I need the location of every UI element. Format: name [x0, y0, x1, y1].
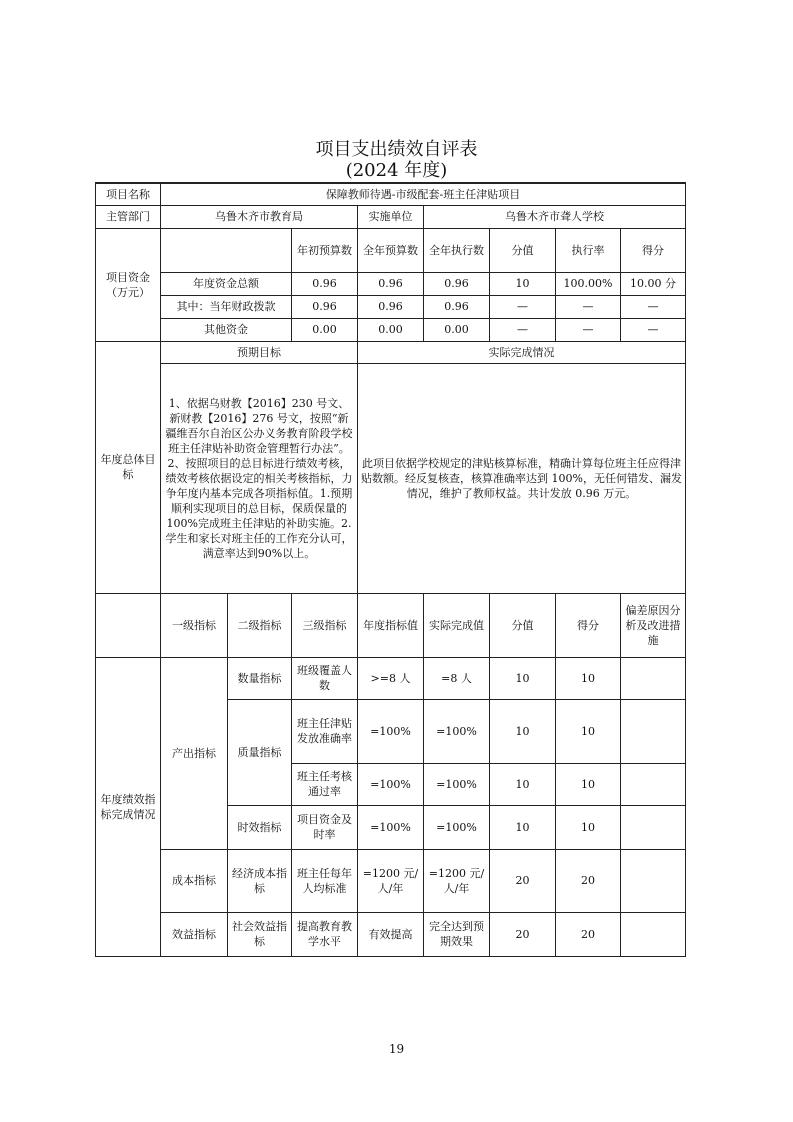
- funds-row: [96, 318, 686, 341]
- indicators-blank-cell: [96, 593, 161, 657]
- funds-cell: 0.00: [358, 318, 424, 341]
- actual-cell: =8 人: [424, 657, 490, 699]
- project-name-value: 保障教师待遇-市级配套-班主任津贴项目: [161, 183, 686, 205]
- funds-cell: 0.96: [292, 272, 358, 295]
- level2-cell: 质量指标: [228, 699, 292, 805]
- level3-cell: 项目资金及时率: [292, 805, 358, 849]
- level2-cell: 数量指标: [228, 657, 292, 699]
- indicator-col-header: 年度指标值: [358, 593, 424, 657]
- funds-label: 项目资金（万元）: [96, 228, 161, 341]
- level3-cell: 班主任考核通过率: [292, 763, 358, 805]
- funds-row: [96, 272, 686, 295]
- funds-row-label: 其他资金: [161, 318, 292, 341]
- score-cell: 10: [556, 657, 621, 699]
- dept-value: 乌鲁木齐市教育局: [161, 205, 358, 228]
- level3-cell: 提高教育教学水平: [292, 912, 358, 956]
- funds-cell: —: [490, 318, 556, 341]
- actual-header: 实际完成情况: [358, 341, 686, 363]
- funds-col-header: 年初预算数: [292, 228, 358, 272]
- note-cell: [621, 763, 686, 805]
- indicator-col-header: 实际完成值: [424, 593, 490, 657]
- score-max-cell: 10: [490, 699, 556, 763]
- funds-row-label: 年度资金总额: [161, 272, 292, 295]
- level3-cell: 班主任津贴发放准确率: [292, 699, 358, 763]
- actual-cell: =100%: [424, 699, 490, 763]
- unit-value: 乌鲁木齐市聋人学校: [424, 205, 686, 228]
- dept-label: 主管部门: [96, 205, 161, 228]
- indicators-label: 年度绩效指标完成情况: [96, 657, 161, 956]
- target-cell: =100%: [358, 699, 424, 763]
- funds-row-label: 其中：当年财政拨款: [161, 295, 292, 318]
- indicator-row: [96, 657, 686, 699]
- score-cell: 10: [556, 805, 621, 849]
- indicator-col-header: 得分: [556, 593, 621, 657]
- funds-cell: 0.96: [424, 295, 490, 318]
- score-cell: 20: [556, 912, 621, 956]
- funds-cell: —: [556, 318, 621, 341]
- note-cell: [621, 849, 686, 912]
- funds-cell: 0.96: [358, 295, 424, 318]
- level2-cell: 时效指标: [228, 805, 292, 849]
- funds-cell: 0.00: [424, 318, 490, 341]
- funds-col-header: 分值: [490, 228, 556, 272]
- goals-label: 年度总体目标: [96, 341, 161, 593]
- indicator-col-header: 分值: [490, 593, 556, 657]
- funds-cell: —: [490, 295, 556, 318]
- level3-cell: 班级覆盖人数: [292, 657, 358, 699]
- actual-result-text: 此项目依据学校规定的津贴核算标准，精确计算每位班主任应得津贴数额。经反复核查，核算准确率达到 100%，无任何错发、漏发情况，维护了教师权益。共计发放 0.96 万元。: [358, 363, 686, 593]
- indicator-col-header: 二级指标: [228, 593, 292, 657]
- level2-cell: 经济成本指标: [228, 849, 292, 912]
- funds-cell: 10.00 分: [621, 272, 686, 295]
- funds-cell: 0.96: [424, 272, 490, 295]
- funds-cell: 0.00: [292, 318, 358, 341]
- performance-table: [95, 182, 686, 957]
- funds-col-header: 全年执行数: [424, 228, 490, 272]
- page-subtitle: (2024 年度): [345, 160, 448, 181]
- funds-cell: —: [556, 295, 621, 318]
- score-max-cell: 20: [490, 912, 556, 956]
- funds-col-header: 全年预算数: [358, 228, 424, 272]
- level3-cell: 班主任每年人均标准: [292, 849, 358, 912]
- score-cell: 10: [556, 763, 621, 805]
- level1-cost: 成本指标: [161, 849, 228, 912]
- page-title: 项目支出绩效自评表: [315, 139, 478, 160]
- note-cell: [621, 657, 686, 699]
- level1-output: 产出指标: [161, 657, 228, 849]
- indicator-row: [96, 849, 686, 912]
- target-cell: =1200 元/人/年: [358, 849, 424, 912]
- score-max-cell: 10: [490, 805, 556, 849]
- actual-cell: =100%: [424, 805, 490, 849]
- target-cell: >=8 人: [358, 657, 424, 699]
- actual-cell: 完全达到预期效果: [424, 912, 490, 956]
- level2-cell: 社会效益指标: [228, 912, 292, 956]
- level1-benefit: 效益指标: [161, 912, 228, 956]
- page-number: 19: [388, 1042, 405, 1056]
- funds-col-header: 得分: [621, 228, 686, 272]
- target-cell: =100%: [358, 763, 424, 805]
- indicator-col-header: 三级指标: [292, 593, 358, 657]
- note-cell: [621, 912, 686, 956]
- funds-col-header: 执行率: [556, 228, 621, 272]
- expected-goal-text: 1、依据乌财教【2016】230 号文、新财教【2016】276 号文，按照“新疆维吾尔自治区公办义务教育阶段学校班主任津贴补助资金管理暂行办法”。2、按照项目的总目标进行绩效考核，绩效考核依据设定的相关考核指标，力争年度内基本完成各项指标值。1.预期顺利实现项目的总目标，保质保量的100%完成班主任津贴的补助实施。2.学生和家长对班主任的工作充分认可，满意率达到90%以上。: [161, 363, 358, 593]
- funds-cell: 10: [490, 272, 556, 295]
- funds-cell: —: [621, 318, 686, 341]
- score-max-cell: 10: [490, 763, 556, 805]
- indicator-col-header: 一级指标: [161, 593, 228, 657]
- funds-row: [96, 295, 686, 318]
- funds-cell: 0.96: [292, 295, 358, 318]
- funds-blank-cell: [161, 228, 292, 272]
- score-max-cell: 20: [490, 849, 556, 912]
- actual-cell: =1200 元/人/年: [424, 849, 490, 912]
- project-name-label: 项目名称: [96, 183, 161, 205]
- funds-cell: —: [621, 295, 686, 318]
- indicator-row: [96, 912, 686, 956]
- score-cell: 20: [556, 849, 621, 912]
- indicator-col-header: 偏差原因分析及改进措施: [621, 593, 686, 657]
- expected-header: 预期目标: [161, 341, 358, 363]
- target-cell: =100%: [358, 805, 424, 849]
- note-cell: [621, 699, 686, 763]
- unit-label: 实施单位: [358, 205, 424, 228]
- target-cell: 有效提高: [358, 912, 424, 956]
- actual-cell: =100%: [424, 763, 490, 805]
- funds-cell: 0.96: [358, 272, 424, 295]
- funds-cell: 100.00%: [556, 272, 621, 295]
- score-cell: 10: [556, 699, 621, 763]
- note-cell: [621, 805, 686, 849]
- score-max-cell: 10: [490, 657, 556, 699]
